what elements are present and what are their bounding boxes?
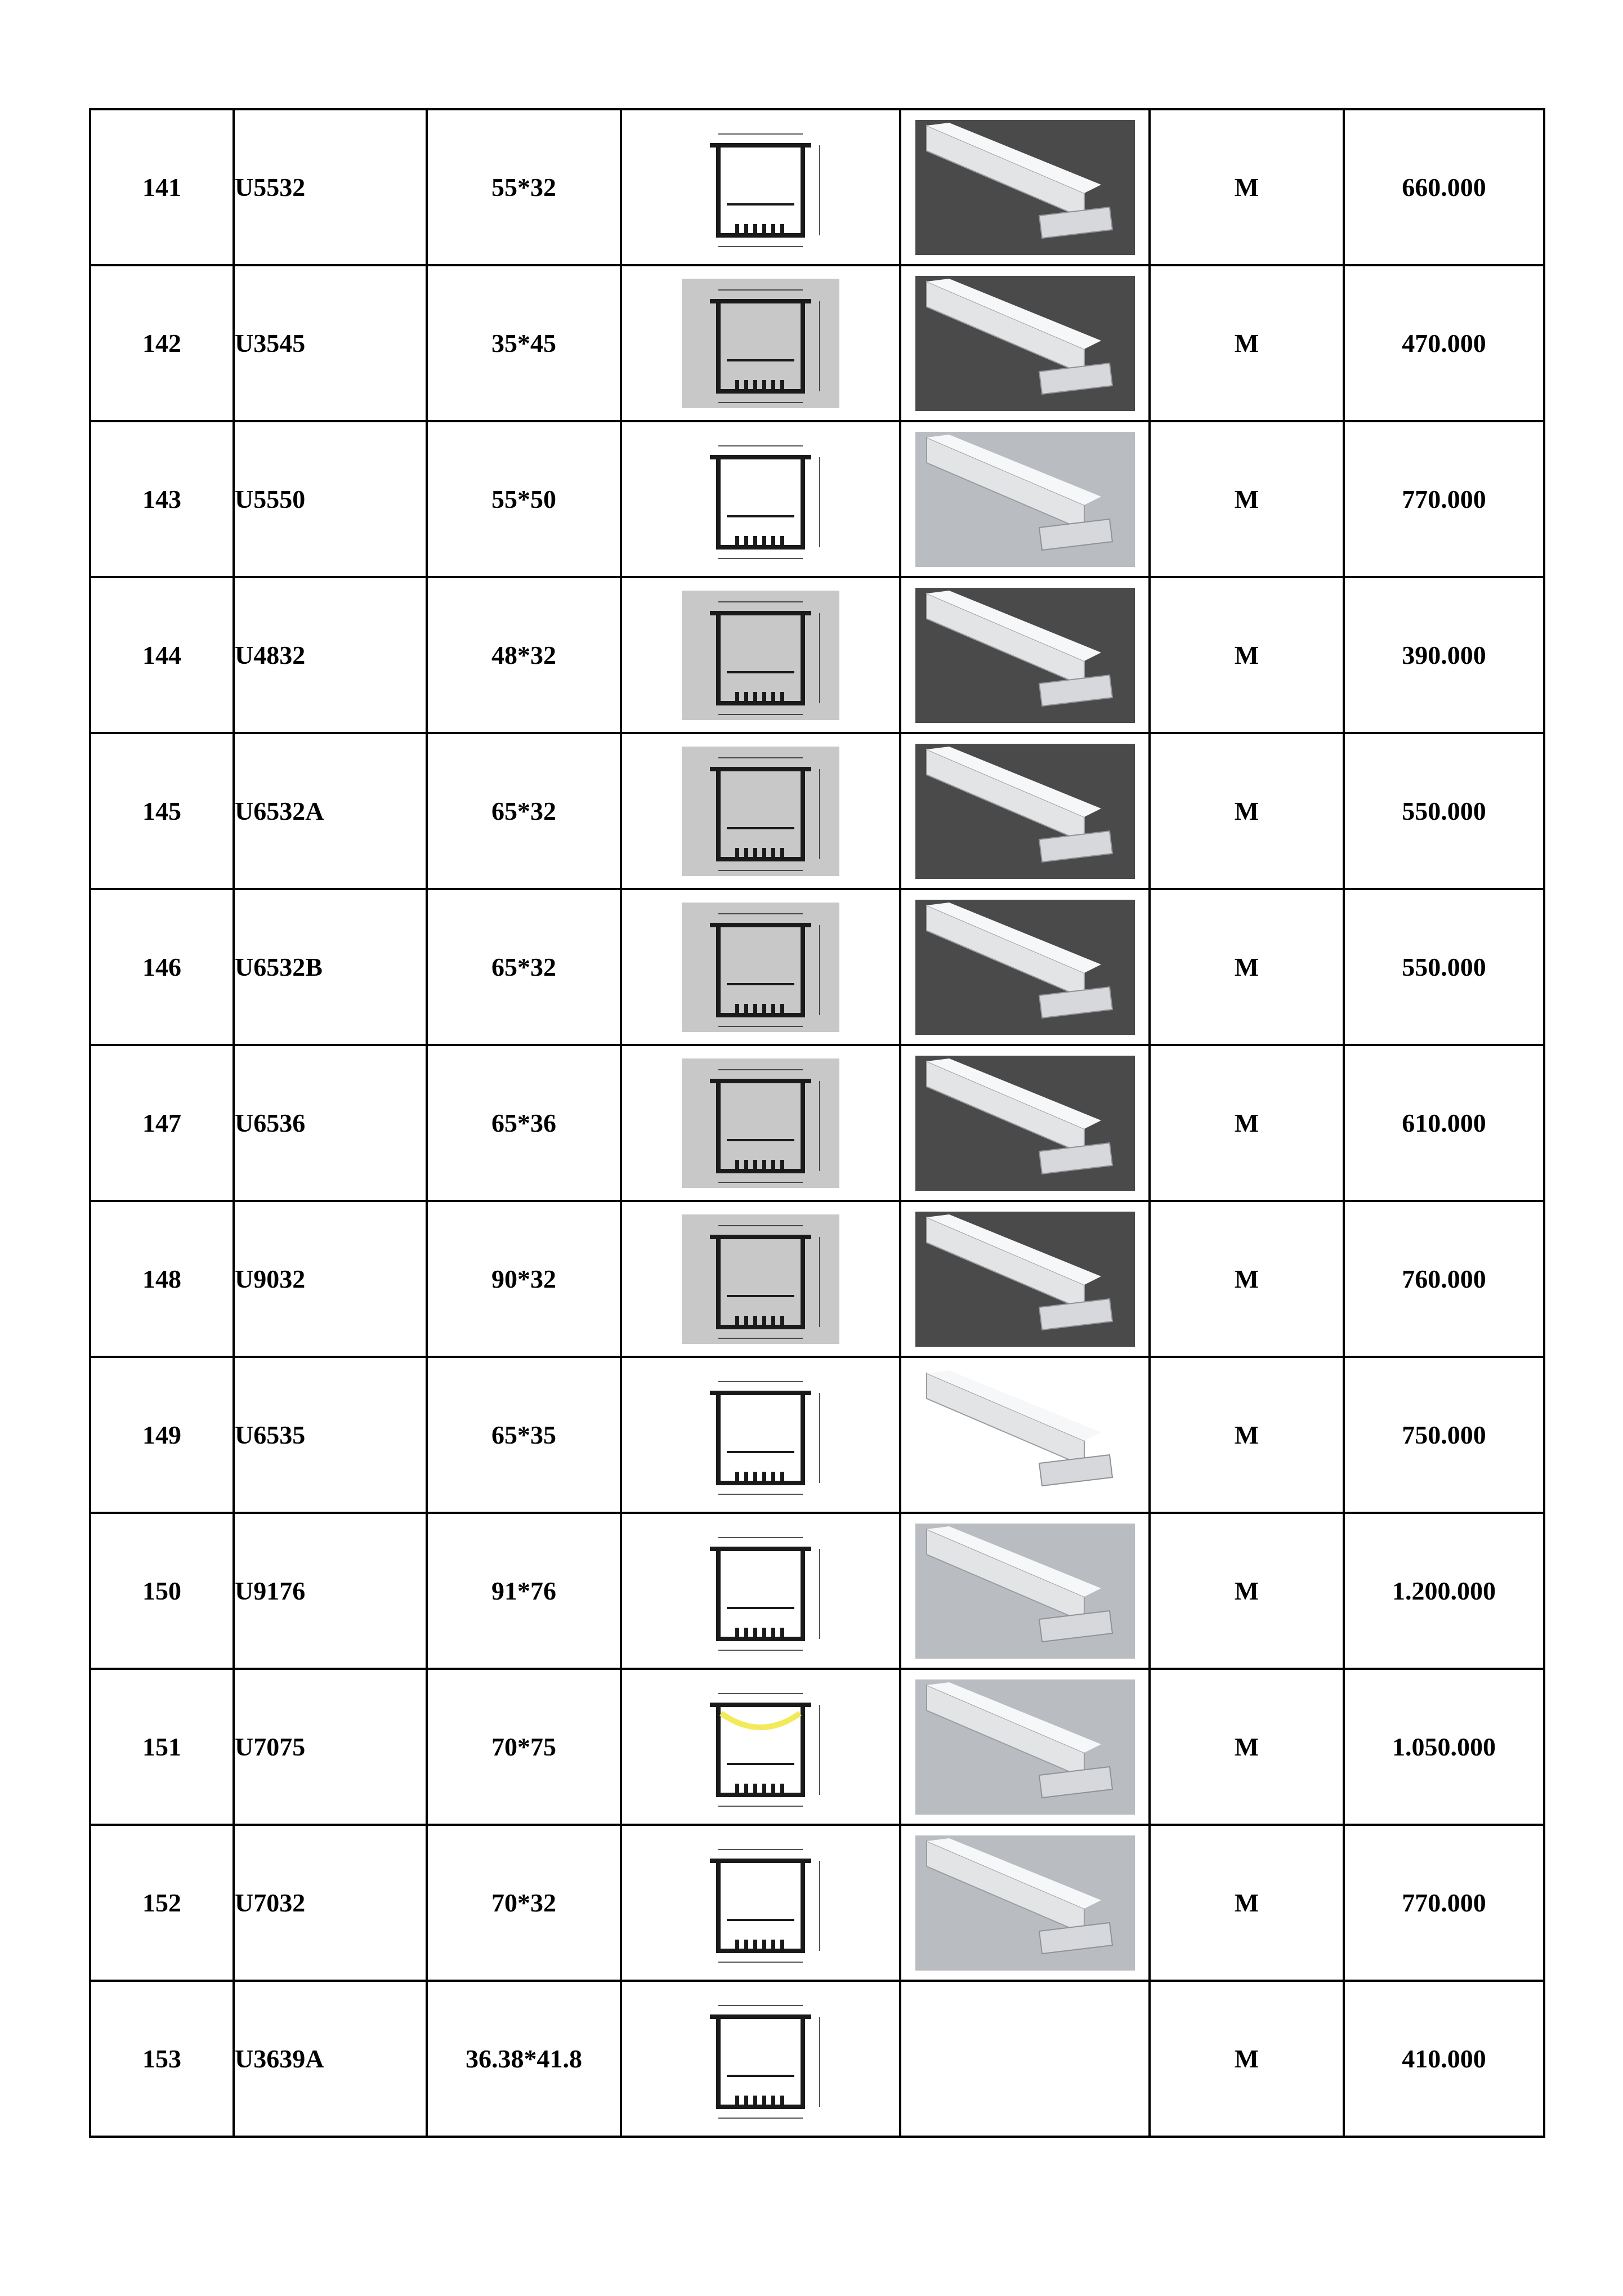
profile-drawing — [676, 276, 845, 411]
product-photo — [915, 1835, 1135, 1971]
drawing-cell — [621, 577, 900, 733]
table-row — [90, 889, 1544, 1045]
table-row — [90, 1357, 1544, 1513]
price: 770.000 — [1344, 1825, 1544, 1981]
product-size: 36.38*41.8 — [427, 1981, 621, 2137]
drawing-cell — [621, 265, 900, 421]
table-row — [90, 577, 1544, 733]
product-code: U6532A — [234, 733, 427, 889]
product-photo — [915, 276, 1135, 411]
product-photo — [915, 1679, 1135, 1815]
product-code: U6532B — [234, 889, 427, 1045]
product-size: 65*32 — [427, 733, 621, 889]
profile-drawing — [676, 588, 845, 723]
photo-cell — [900, 1045, 1150, 1201]
row-number: 149 — [90, 1357, 234, 1513]
product-photo — [915, 1524, 1135, 1659]
row-number: 141 — [90, 109, 234, 265]
drawing-cell — [621, 1825, 900, 1981]
product-size: 65*32 — [427, 889, 621, 1045]
row-number: 145 — [90, 733, 234, 889]
product-size: 55*50 — [427, 421, 621, 577]
profile-drawing — [676, 1835, 845, 1971]
product-table — [89, 108, 1545, 2138]
product-size: 55*32 — [427, 109, 621, 265]
profile-drawing — [676, 1991, 845, 2127]
product-size: 70*32 — [427, 1825, 621, 1981]
drawing-cell — [621, 109, 900, 265]
product-photo — [915, 744, 1135, 879]
product-code: U9176 — [234, 1513, 427, 1669]
product-photo — [915, 588, 1135, 723]
unit: M — [1150, 889, 1344, 1045]
price: 770.000 — [1344, 421, 1544, 577]
product-photo — [915, 1056, 1135, 1191]
product-size: 65*36 — [427, 1045, 621, 1201]
unit: M — [1150, 1357, 1344, 1513]
row-number: 151 — [90, 1669, 234, 1825]
price: 760.000 — [1344, 1201, 1544, 1357]
price: 550.000 — [1344, 889, 1544, 1045]
photo-cell — [900, 889, 1150, 1045]
table-row — [90, 1981, 1544, 2137]
product-photo — [915, 900, 1135, 1035]
product-code: U3639A — [234, 1981, 427, 2137]
profile-drawing — [676, 1056, 845, 1191]
row-number: 148 — [90, 1201, 234, 1357]
table-row — [90, 1045, 1544, 1201]
product-code: U4832 — [234, 577, 427, 733]
profile-drawing — [676, 744, 845, 879]
row-number: 147 — [90, 1045, 234, 1201]
product-size: 65*35 — [427, 1357, 621, 1513]
drawing-cell — [621, 889, 900, 1045]
product-photo — [915, 1991, 1135, 2127]
product-photo — [915, 1212, 1135, 1347]
unit: M — [1150, 421, 1344, 577]
profile-drawing — [676, 1679, 845, 1815]
product-size: 90*32 — [427, 1201, 621, 1357]
photo-cell — [900, 1669, 1150, 1825]
price: 660.000 — [1344, 109, 1544, 265]
product-code: U6536 — [234, 1045, 427, 1201]
row-number: 146 — [90, 889, 234, 1045]
photo-cell — [900, 109, 1150, 265]
price: 1.200.000 — [1344, 1513, 1544, 1669]
photo-cell — [900, 1513, 1150, 1669]
profile-drawing — [676, 900, 845, 1035]
product-photo — [915, 1368, 1135, 1503]
product-photo — [915, 432, 1135, 567]
price: 750.000 — [1344, 1357, 1544, 1513]
product-code: U3545 — [234, 265, 427, 421]
unit: M — [1150, 1825, 1344, 1981]
product-code: U5532 — [234, 109, 427, 265]
product-photo — [915, 120, 1135, 255]
unit: M — [1150, 1045, 1344, 1201]
product-code: U5550 — [234, 421, 427, 577]
profile-drawing — [676, 432, 845, 567]
price: 390.000 — [1344, 577, 1544, 733]
photo-cell — [900, 733, 1150, 889]
product-code: U9032 — [234, 1201, 427, 1357]
row-number: 153 — [90, 1981, 234, 2137]
drawing-cell — [621, 421, 900, 577]
product-size: 35*45 — [427, 265, 621, 421]
drawing-cell — [621, 1981, 900, 2137]
row-number: 152 — [90, 1825, 234, 1981]
table-row — [90, 733, 1544, 889]
drawing-cell — [621, 1669, 900, 1825]
table-row — [90, 421, 1544, 577]
drawing-cell — [621, 1357, 900, 1513]
price: 610.000 — [1344, 1045, 1544, 1201]
unit: M — [1150, 733, 1344, 889]
table-row — [90, 109, 1544, 265]
table-row — [90, 1201, 1544, 1357]
photo-cell — [900, 1357, 1150, 1513]
photo-cell — [900, 421, 1150, 577]
drawing-cell — [621, 733, 900, 889]
unit: M — [1150, 1669, 1344, 1825]
photo-cell — [900, 577, 1150, 733]
row-number: 144 — [90, 577, 234, 733]
unit: M — [1150, 1513, 1344, 1669]
price: 550.000 — [1344, 733, 1544, 889]
drawing-cell — [621, 1045, 900, 1201]
product-size: 48*32 — [427, 577, 621, 733]
row-number: 150 — [90, 1513, 234, 1669]
profile-drawing — [676, 120, 845, 255]
unit: M — [1150, 109, 1344, 265]
photo-cell — [900, 1981, 1150, 2137]
unit: M — [1150, 1981, 1344, 2137]
price: 1.050.000 — [1344, 1669, 1544, 1825]
unit: M — [1150, 577, 1344, 733]
product-code: U6535 — [234, 1357, 427, 1513]
row-number: 143 — [90, 421, 234, 577]
row-number: 142 — [90, 265, 234, 421]
product-code: U7075 — [234, 1669, 427, 1825]
profile-drawing — [676, 1368, 845, 1503]
table-row — [90, 1513, 1544, 1669]
photo-cell — [900, 1201, 1150, 1357]
photo-cell — [900, 265, 1150, 421]
drawing-cell — [621, 1513, 900, 1669]
unit: M — [1150, 265, 1344, 421]
table-row — [90, 1669, 1544, 1825]
product-size: 91*76 — [427, 1513, 621, 1669]
product-code: U7032 — [234, 1825, 427, 1981]
photo-cell — [900, 1825, 1150, 1981]
product-size: 70*75 — [427, 1669, 621, 1825]
drawing-cell — [621, 1201, 900, 1357]
profile-drawing — [676, 1212, 845, 1347]
table-row — [90, 1825, 1544, 1981]
price: 410.000 — [1344, 1981, 1544, 2137]
profile-drawing — [676, 1524, 845, 1659]
price: 470.000 — [1344, 265, 1544, 421]
unit: M — [1150, 1201, 1344, 1357]
table-row — [90, 265, 1544, 421]
